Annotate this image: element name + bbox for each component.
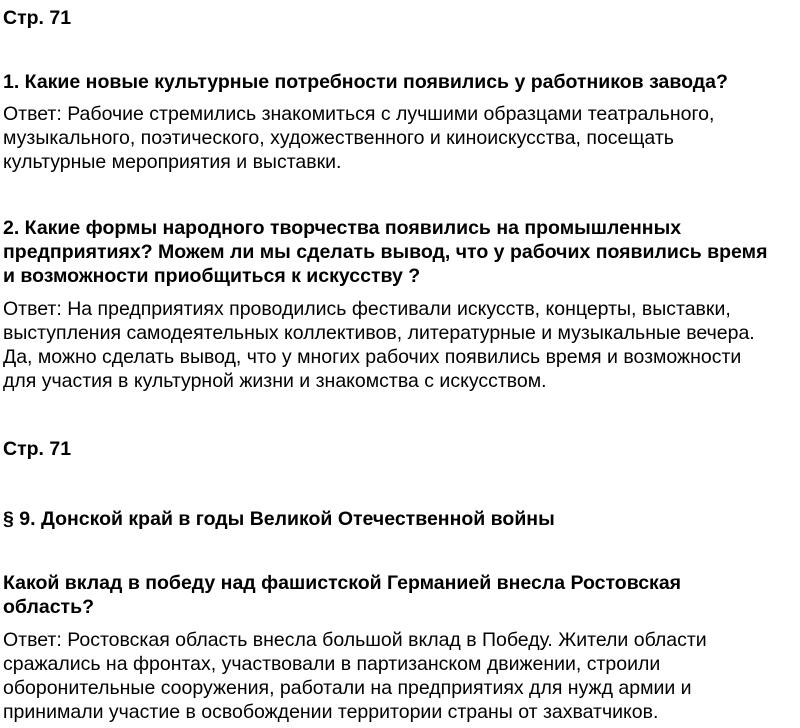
question-3-line-1: Какой вклад в победу над фашистской Германией внесла Ростовская (3, 572, 682, 594)
question-1: 1. Какие новые культурные потребности появились у работников завода? (3, 71, 728, 93)
answer-1-line-1: Ответ: Рабочие стремились знакомиться с лучшими образцами театрального, (3, 103, 715, 125)
answer-1-line-2: музыкального, поэтического, художественного и киноискусства, посещать (3, 127, 674, 149)
answer-2-line-3: Да, можно сделать вывод, что у многих рабочих появились время и возможности (3, 346, 742, 368)
answer-3-line-2: сражались на фронтах, участвовали в партизанском движении, строили (3, 653, 661, 675)
question-3-line-2: область? (3, 596, 94, 618)
section-title: § 9. Донской край в годы Великой Отечественной войны (3, 508, 555, 530)
answer-3-line-4: принимали участие в освобождении территории страны от захватчиков. (3, 701, 659, 723)
question-2-line-3: и возможности приобщиться к искусству ? (3, 265, 421, 287)
question-2-line-2: предприятиях? Можем ли мы сделать вывод, что у рабочих появились время (3, 241, 768, 263)
answer-2-line-4: для участия в культурной жизни и знакомства с искусством. (3, 370, 547, 392)
page-heading-2: Стр. 71 (3, 438, 72, 460)
answer-3-line-1: Ответ: Ростовская область внесла большой вклад в Победу. Жители области (3, 629, 707, 651)
page-heading: Стр. 71 (3, 7, 72, 29)
answer-3-line-3: оборонительные сооружения, работали на предприятиях для нужд армии и (3, 677, 692, 699)
answer-2-line-2: выступления самодеятельных коллективов, литературные и музыкальные вечера. (3, 322, 755, 344)
answer-1-line-3: культурные мероприятия и выставки. (3, 151, 342, 173)
question-2-line-1: 2. Какие формы народного творчества появились на промышленных (3, 217, 682, 239)
answer-2-line-1: Ответ: На предприятиях проводились фестивали искусств, концерты, выставки, (3, 298, 731, 320)
